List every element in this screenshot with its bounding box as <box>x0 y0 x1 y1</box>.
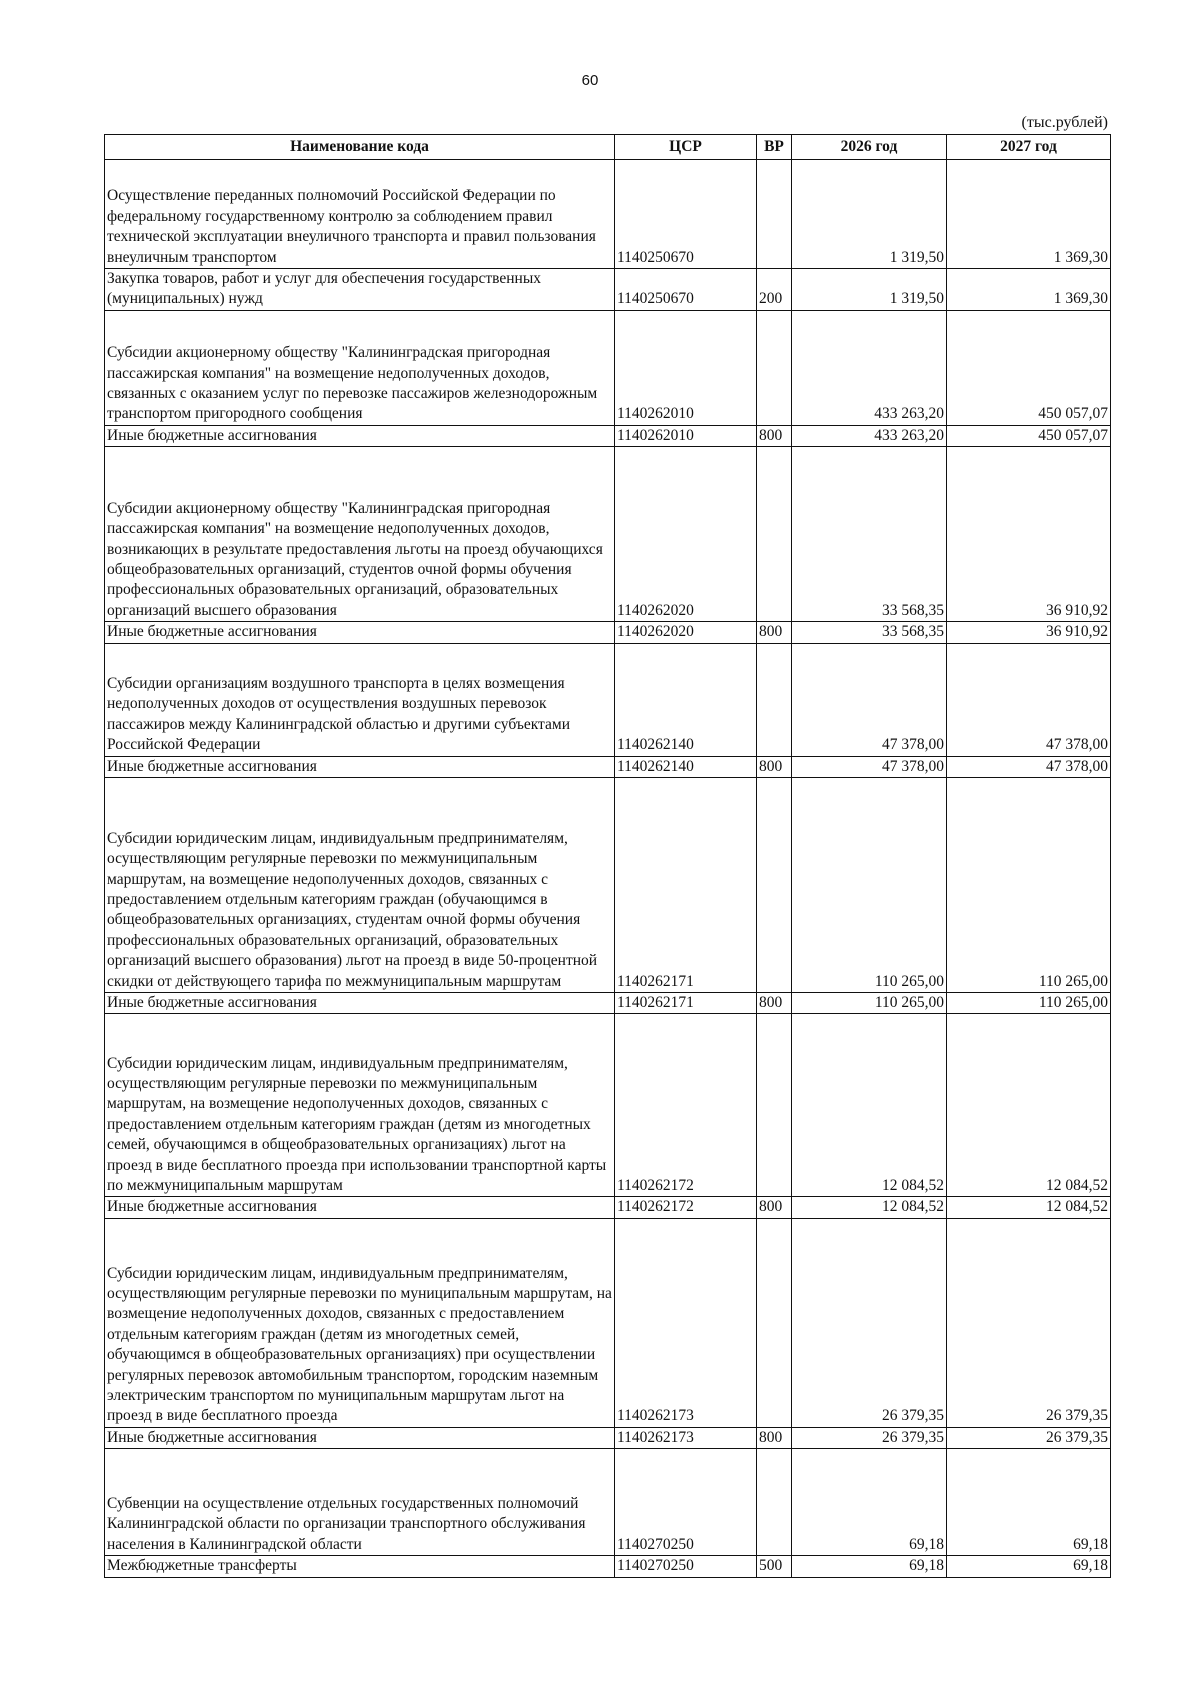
row-csr-cell: 1140262173 <box>615 1427 757 1448</box>
table-row-allocation <box>105 425 1111 446</box>
row-2027-cell: 47 378,00 <box>947 643 1111 756</box>
row-name-cell: Иные бюджетные ассигнования <box>105 993 615 1014</box>
row-vr-cell: 800 <box>757 756 792 777</box>
table-body <box>105 160 1111 1578</box>
row-2026-cell: 433 263,20 <box>792 425 947 446</box>
row-2026-cell: 26 379,35 <box>792 1427 947 1448</box>
row-name-cell: Субсидии юридическим лицам, индивидуальным предпринимателям, осуществляющим регулярные перевозки по межмуниципальным маршрутам, на возмещение недополученных доходов, связанных с предоставлением отдельным категориям граждан (детям из многодетных семей, обучающимся в общеобразовательных организациях) льгот на проезд в виде бесплатного проезда при использовании транспортной карты по межмуниципальным маршрутам <box>105 1014 615 1197</box>
row-name-cell: Субсидии акционерному обществу "Калининградская пригородная пассажирская компания" на возмещение недополученных доходов, возникающих в результате предоставления льготы на проезд обучающихся общеобразовательных организаций, студентов очной формы обучения профессиональных образовательных организаций, образовательных организаций высшего образования <box>105 447 615 622</box>
row-vr-cell: 800 <box>757 1197 792 1218</box>
table-row-allocation <box>105 1427 1111 1448</box>
row-name-cell: Субсидии организациям воздушного транспорта в целях возмещения недополученных доходов от осуществления воздушных перевозок пассажиров между Калининградской областью и другими субъектами Российской Федерации <box>105 643 615 756</box>
table-row-program <box>105 778 1111 993</box>
units-label: (тыс.рублей) <box>1021 114 1108 131</box>
row-2027-cell: 1 369,30 <box>947 160 1111 269</box>
row-csr-cell: 1140262172 <box>615 1197 757 1218</box>
row-2026-cell: 33 568,35 <box>792 622 947 643</box>
row-vr-cell <box>757 310 792 425</box>
row-csr-cell: 1140262172 <box>615 1014 757 1197</box>
row-csr-cell: 1140250670 <box>615 269 757 311</box>
table-row-program <box>105 643 1111 756</box>
row-2027-cell: 26 379,35 <box>947 1218 1111 1427</box>
row-name-cell: Субсидии юридическим лицам, индивидуальным предпринимателям, осуществляющим регулярные перевозки по межмуниципальным маршрутам, на возмещение недополученных доходов, связанных с предоставлением отдельным категориям граждан (обучающимся в общеобразовательных организациях, студентам очной формы обучения профессиональных образовательных организаций, образовательных организаций высшего образования) льгот на проезд в виде 50-процентной скидки от действующего тарифа по межмуниципальным маршрутам <box>105 778 615 993</box>
row-2026-cell: 1 319,50 <box>792 269 947 311</box>
row-csr-cell: 1140262010 <box>615 310 757 425</box>
row-2026-cell: 1 319,50 <box>792 160 947 269</box>
table-row-program <box>105 447 1111 622</box>
table-header-row <box>105 135 1111 160</box>
row-2026-cell: 12 084,52 <box>792 1197 947 1218</box>
column-header-2027: 2027 год <box>947 135 1111 160</box>
row-csr-cell: 1140262020 <box>615 622 757 643</box>
table-row-program <box>105 1218 1111 1427</box>
table-row-allocation <box>105 756 1111 777</box>
row-vr-cell <box>757 643 792 756</box>
table-row-program <box>105 160 1111 269</box>
row-2027-cell: 47 378,00 <box>947 756 1111 777</box>
row-2027-cell: 36 910,92 <box>947 447 1111 622</box>
table-row-allocation <box>105 622 1111 643</box>
row-name-cell: Субсидии юридическим лицам, индивидуальным предпринимателям, осуществляющим регулярные перевозки по муниципальным маршрутам, на возмещение недополученных доходов, связанных с предоставлением отдельным категориям граждан (детям из многодетных семей, обучающимся в общеобразовательных организациях) при осуществлении регулярных перевозок автомобильным транспортом, городским наземным электрическим транспортом по муниципальным маршрутам льгот на проезд в виде бесплатного проезда <box>105 1218 615 1427</box>
column-header-name: Наименование кода <box>105 135 615 160</box>
row-name-cell: Иные бюджетные ассигнования <box>105 756 615 777</box>
row-name-cell: Иные бюджетные ассигнования <box>105 622 615 643</box>
row-csr-cell: 1140262140 <box>615 643 757 756</box>
row-2027-cell: 69,18 <box>947 1556 1111 1577</box>
row-name-cell: Иные бюджетные ассигнования <box>105 425 615 446</box>
row-2027-cell: 12 084,52 <box>947 1197 1111 1218</box>
row-name-cell: Субсидии акционерному обществу "Калининградская пригородная пассажирская компания" на возмещение недополученных доходов, связанных с оказанием услуг по перевозке пассажиров железнодорожным транспортом пригородного сообщения <box>105 310 615 425</box>
row-vr-cell: 500 <box>757 1556 792 1577</box>
table-row-allocation <box>105 1556 1111 1577</box>
row-vr-cell: 800 <box>757 1427 792 1448</box>
budget-table <box>104 134 1111 1578</box>
row-name-cell: Закупка товаров, работ и услуг для обеспечения государственных (муниципальных) нужд <box>105 269 615 311</box>
row-2026-cell: 26 379,35 <box>792 1218 947 1427</box>
row-name-cell: Межбюджетные трансферты <box>105 1556 615 1577</box>
row-2026-cell: 12 084,52 <box>792 1014 947 1197</box>
row-csr-cell: 1140262171 <box>615 993 757 1014</box>
row-csr-cell: 1140262171 <box>615 778 757 993</box>
row-csr-cell: 1140250670 <box>615 160 757 269</box>
table-row-allocation <box>105 993 1111 1014</box>
table-row-program <box>105 1449 1111 1556</box>
row-name-cell: Осуществление переданных полномочий Российской Федерации по федеральному государственному контролю за соблюдением правил технической эксплуатации внеуличного транспорта и правил пользования внеуличным транспортом <box>105 160 615 269</box>
table-row-allocation <box>105 1197 1111 1218</box>
row-csr-cell: 1140262140 <box>615 756 757 777</box>
table-row-program <box>105 310 1111 425</box>
column-header-csr: ЦСР <box>615 135 757 160</box>
row-vr-cell: 800 <box>757 993 792 1014</box>
row-vr-cell <box>757 1014 792 1197</box>
row-name-cell: Иные бюджетные ассигнования <box>105 1197 615 1218</box>
table-row-program <box>105 1014 1111 1197</box>
row-2027-cell: 450 057,07 <box>947 425 1111 446</box>
row-2026-cell: 69,18 <box>792 1449 947 1556</box>
row-vr-cell <box>757 1218 792 1427</box>
row-vr-cell <box>757 160 792 269</box>
row-2026-cell: 433 263,20 <box>792 310 947 425</box>
table-row-allocation <box>105 269 1111 311</box>
row-2027-cell: 1 369,30 <box>947 269 1111 311</box>
row-csr-cell: 1140270250 <box>615 1556 757 1577</box>
page-number: 60 <box>581 72 599 89</box>
row-csr-cell: 1140262010 <box>615 425 757 446</box>
row-2027-cell: 12 084,52 <box>947 1014 1111 1197</box>
row-2027-cell: 110 265,00 <box>947 993 1111 1014</box>
row-vr-cell <box>757 447 792 622</box>
row-vr-cell: 800 <box>757 622 792 643</box>
row-vr-cell <box>757 778 792 993</box>
row-2027-cell: 110 265,00 <box>947 778 1111 993</box>
row-csr-cell: 1140262173 <box>615 1218 757 1427</box>
row-2026-cell: 33 568,35 <box>792 447 947 622</box>
row-2026-cell: 110 265,00 <box>792 993 947 1014</box>
row-csr-cell: 1140270250 <box>615 1449 757 1556</box>
row-name-cell: Субвенции на осуществление отдельных государственных полномочий Калининградской области по организации транспортного обслуживания населения в Калининградской области <box>105 1449 615 1556</box>
row-2026-cell: 47 378,00 <box>792 756 947 777</box>
row-csr-cell: 1140262020 <box>615 447 757 622</box>
row-2026-cell: 47 378,00 <box>792 643 947 756</box>
row-2027-cell: 450 057,07 <box>947 310 1111 425</box>
column-header-2026: 2026 год <box>792 135 947 160</box>
row-2026-cell: 110 265,00 <box>792 778 947 993</box>
row-vr-cell <box>757 1449 792 1556</box>
row-name-cell: Иные бюджетные ассигнования <box>105 1427 615 1448</box>
row-2027-cell: 36 910,92 <box>947 622 1111 643</box>
column-header-vr: ВР <box>757 135 792 160</box>
row-2026-cell: 69,18 <box>792 1556 947 1577</box>
row-2027-cell: 26 379,35 <box>947 1427 1111 1448</box>
row-vr-cell: 800 <box>757 425 792 446</box>
row-vr-cell: 200 <box>757 269 792 311</box>
row-2027-cell: 69,18 <box>947 1449 1111 1556</box>
